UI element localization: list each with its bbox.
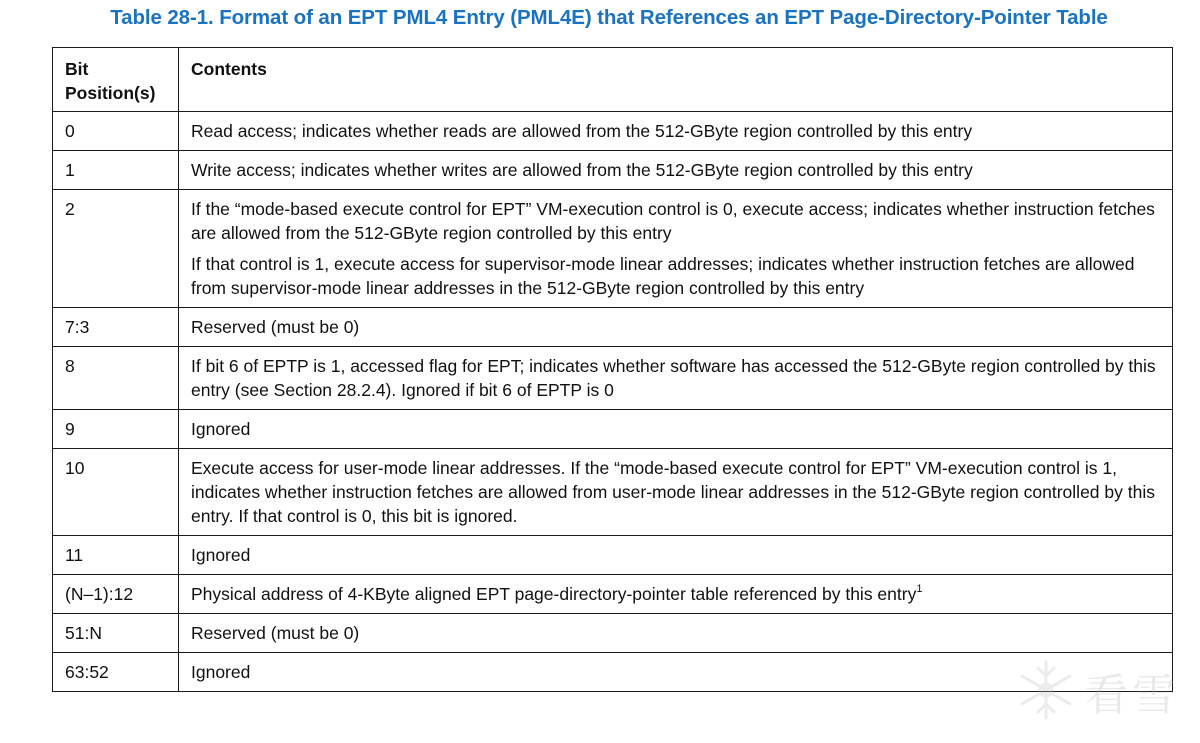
contents-paragraph: Ignored	[191, 545, 251, 565]
table-header-row	[53, 48, 1173, 112]
header-bit-line1: Bit	[65, 59, 89, 79]
bit-position-cell: 1	[53, 151, 179, 190]
bit-position-cell: 8	[53, 347, 179, 410]
header-bit-position	[53, 48, 179, 112]
contents-cell	[179, 614, 1173, 653]
contents-cell	[179, 151, 1173, 190]
table-row	[53, 653, 1173, 692]
contents-cell	[179, 575, 1173, 614]
contents-cell	[179, 653, 1173, 692]
contents-cell	[179, 536, 1173, 575]
bit-position-cell: 51:N	[53, 614, 179, 653]
pml4e-format-table	[52, 47, 1173, 692]
table-row	[53, 575, 1173, 614]
contents-cell	[179, 347, 1173, 410]
table-row	[53, 151, 1173, 190]
table-body	[53, 112, 1173, 692]
contents-cell	[179, 410, 1173, 449]
bit-position-cell: 7:3	[53, 308, 179, 347]
header-contents: Contents	[179, 48, 1173, 112]
contents-paragraph: Write access; indicates whether writes are allowed from the 512-GByte region controlled by this entry	[191, 160, 973, 180]
header-bit-line2: Position(s)	[65, 83, 156, 103]
contents-paragraph: Ignored	[191, 419, 251, 439]
contents-paragraph: Ignored	[191, 662, 251, 682]
bit-position-cell: 63:52	[53, 653, 179, 692]
contents-paragraph: Read access; indicates whether reads are allowed from the 512-GByte region controlled by this entry	[191, 121, 973, 141]
contents-paragraph: Reserved (must be 0)	[191, 317, 360, 337]
table-row	[53, 347, 1173, 410]
table-row	[53, 410, 1173, 449]
contents-paragraph: Execute access for user-mode linear addresses. If the “mode-based execute control for EPT” VM-execution control is 1, indicates whether instruction fetches are allowed from user-mode linear addresses in the 512-GByte region controlled by this entry. If that control is 0, this bit is ignored.	[191, 458, 1155, 526]
bit-position-cell: 10	[53, 449, 179, 536]
table-row	[53, 449, 1173, 536]
watermark-text: 看雪	[1084, 670, 1180, 721]
contents-paragraph: If bit 6 of EPTP is 1, accessed flag for EPT; indicates whether software has accessed the 512-GByte region controlled by this entry (see Section 28.2.4). Ignored if bit 6 of EPTP is 0	[191, 356, 1156, 400]
table-row	[53, 190, 1173, 308]
contents-paragraph: If the “mode-based execute control for EPT” VM-execution control is 0, execute access; indicates whether instruction fetches are allowed from the 512-GByte region controlled by this entry	[191, 199, 1155, 243]
contents-paragraph: If that control is 1, execute access for supervisor-mode linear addresses; indicates whether instruction fetches are allowed from supervisor-mode linear addresses in the 512-GByte region controlled by this entry	[191, 254, 1135, 298]
bit-position-cell: 11	[53, 536, 179, 575]
contents-cell	[179, 449, 1173, 536]
bit-position-cell: (N–1):12	[53, 575, 179, 614]
table-row	[53, 112, 1173, 151]
footnote-marker: 1	[916, 583, 923, 595]
table-row	[53, 308, 1173, 347]
contents-cell	[179, 308, 1173, 347]
contents-paragraph-with-footnote	[191, 582, 1162, 606]
table-row	[53, 536, 1173, 575]
table-caption: Table 28-1. Format of an EPT PML4 Entry (PML4E) that References an EPT Page-Directory-Pointer Table	[110, 6, 1108, 29]
bit-position-cell: 0	[53, 112, 179, 151]
contents-cell	[179, 190, 1173, 308]
contents-paragraph: Reserved (must be 0)	[191, 623, 360, 643]
bit-position-cell: 9	[53, 410, 179, 449]
contents-paragraph: Physical address of 4-KByte aligned EPT page-directory-pointer table referenced by this entry	[191, 584, 917, 604]
bit-position-cell: 2	[53, 190, 179, 308]
table-row	[53, 614, 1173, 653]
contents-cell	[179, 112, 1173, 151]
